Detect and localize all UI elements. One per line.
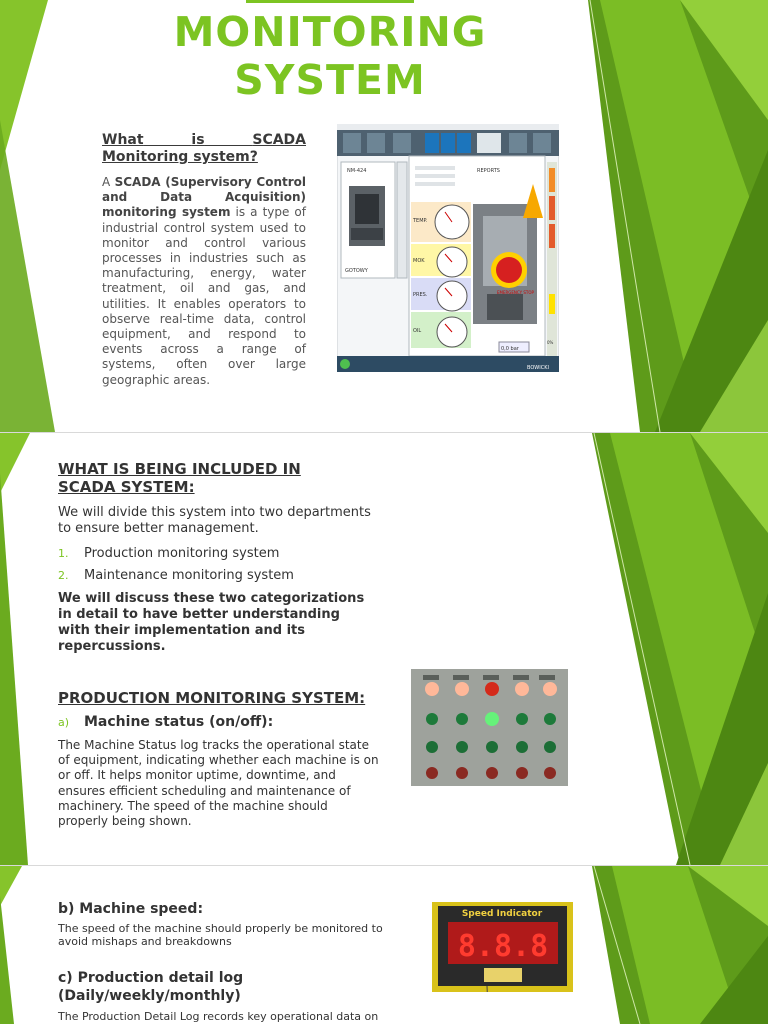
scada-software-screenshot — [337, 124, 559, 372]
speed-digits: 8.8.8 — [457, 929, 549, 964]
speed-indicator-photo — [432, 902, 573, 992]
page-title — [130, 8, 530, 104]
question-line-2: Monitoring system? — [102, 149, 258, 165]
speed-indicator-title: Speed Indicator — [461, 909, 543, 919]
pressure-value: 0,0 bar — [501, 346, 519, 352]
list-text: Maintenance monitoring system — [84, 568, 294, 583]
note-line-3: with their implementation and its — [58, 623, 305, 638]
para-bold-term: SCADA (Supervisory Control and Data Acquisition) monitoring system — [102, 175, 306, 220]
sub-a-text: Machine status (on/off): — [84, 714, 274, 730]
title-top-bar — [246, 0, 414, 3]
title-line-2: SYSTEM — [234, 56, 426, 104]
percent-value: 0% — [547, 340, 554, 345]
list-number: 2. — [58, 569, 69, 582]
included-intro-line-2: to ensure better management. — [58, 521, 259, 536]
list-number: 1. — [58, 547, 69, 560]
machine-status-paragraph — [58, 738, 379, 829]
included-intro — [58, 505, 371, 537]
machine-status-subheading — [58, 714, 273, 730]
slide-scada-intro — [0, 0, 768, 432]
note-line-1: We will discuss these two categorizations — [58, 591, 365, 606]
status-para-line-5: machinery. The speed of the machine should — [58, 798, 328, 813]
gauge-label-oil: OIL — [413, 328, 422, 334]
question-word-what: What — [102, 132, 144, 148]
list-item — [58, 568, 294, 583]
speed-text-line-1: The speed of the machine should properly be monitored to — [58, 922, 383, 935]
included-heading-line-2: SCADA SYSTEM: — [58, 478, 195, 496]
machine-speed-subheading: b) Machine speed: — [58, 901, 204, 917]
question-word-is: is — [191, 132, 205, 148]
included-heading — [58, 460, 301, 496]
title-line-1: MONITORING — [173, 8, 487, 56]
emergency-text: EMERGENCY STOP — [497, 290, 534, 295]
note-line-4: repercussions. — [58, 639, 166, 654]
included-intro-line-1: We will divide this system into two departments — [58, 505, 371, 520]
production-heading: PRODUCTION MONITORING SYSTEM: — [58, 689, 366, 707]
machine-speed-text — [58, 922, 383, 948]
para-start: A — [102, 175, 115, 189]
categorization-note — [58, 591, 364, 655]
gauge-label-mok: MOK — [413, 258, 425, 264]
control-panel-photo — [411, 669, 568, 786]
scada-question-heading — [102, 132, 306, 166]
machine-label: NM-424 — [347, 168, 367, 174]
production-log-line-1: c) Production detail log — [58, 970, 244, 986]
speed-text-line-2: avoid mishaps and breakdowns — [58, 935, 232, 948]
status-para-line-1: The Machine Status log tracks the operational state — [58, 738, 369, 752]
status-para-line-6: properly being shown. — [58, 814, 192, 829]
sub-a-number: a) — [58, 716, 70, 729]
list-text: Production monitoring system — [84, 546, 280, 561]
para-rest: is a type of industrial control system used to monitor and control various processes in industries such as manufacturing, energy, water treatment, oil and gas, and utilities. It enables operators to observe real-time data, control equipment, and respond to events across a range of systems, often over large geographic areas. — [102, 205, 307, 387]
note-line-2: in detail to have better understanding — [58, 607, 340, 622]
question-word-scada: SCADA — [252, 132, 307, 148]
status-para-line-3: or off. It helps monitor uptime, downtime, and — [58, 768, 336, 783]
slide-included-in-scada — [0, 433, 768, 865]
production-log-line-2: (Daily/weekly/monthly) — [58, 988, 241, 1004]
included-heading-line-1: WHAT IS BEING INCLUDED IN — [58, 460, 301, 478]
brand-label: BOWICKI — [527, 365, 549, 371]
gauge-label-temp: TEMP. — [413, 218, 428, 224]
status-para-line-4: ensures efficient scheduling and maintenance of — [58, 783, 351, 798]
production-log-subheading — [58, 969, 243, 1005]
status-para-line-2: of equipment, indicating whether each machine is on — [58, 753, 379, 768]
list-item — [58, 546, 279, 561]
question-line-1 — [102, 132, 306, 149]
reports-label: REPORTS — [477, 168, 500, 174]
production-log-text: The Production Detail Log records key operational data on — [58, 1010, 379, 1023]
slide-production-monitoring — [0, 866, 768, 1024]
scada-definition-paragraph — [102, 175, 306, 388]
machine-status: GOTOWY — [345, 268, 368, 274]
gauge-label-pres: PRES. — [413, 292, 428, 298]
